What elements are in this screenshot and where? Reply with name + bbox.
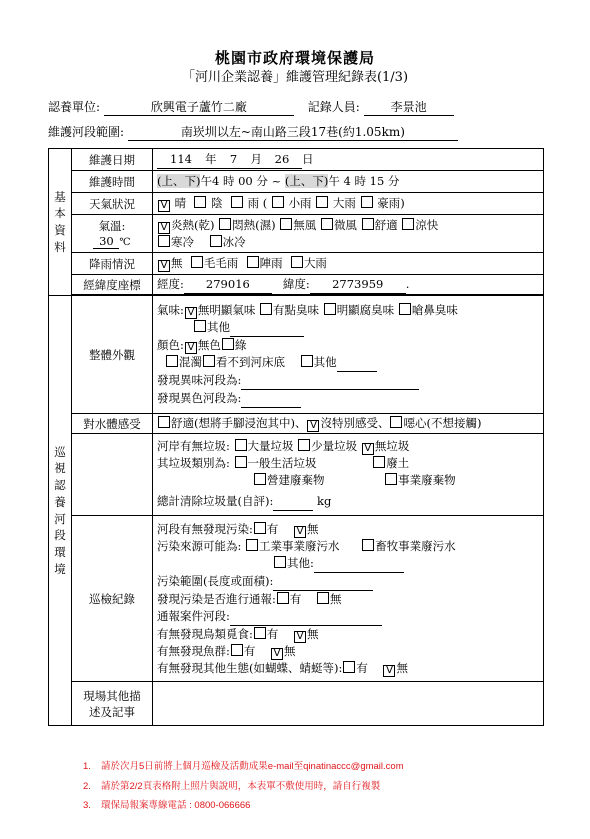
form-subtitle: 「河川企業認養」維護管理紀錄表(1/3) — [181, 70, 409, 85]
feel-comfortable: 舒適(想將手腳浸泡其中) — [171, 416, 295, 430]
color-label: 顏色: — [157, 337, 184, 352]
garbage-little-checkbox[interactable] — [298, 439, 310, 451]
pollution-range-label: 污染範圍(長度或面積): — [157, 573, 274, 588]
page-title: 桃園市政府環境保護局 — [214, 49, 375, 67]
light-rain-checkbox[interactable] — [272, 196, 284, 208]
date-day-unit: 日 — [302, 151, 314, 166]
lon-label: 經度: — [157, 276, 184, 291]
hot-dry: 炎熱(乾) — [171, 217, 215, 232]
fish-yes-checkbox[interactable] — [231, 644, 243, 656]
drizzle: 毛毛雨 — [203, 256, 239, 270]
smell-rotten: 明顯腐臭味 — [336, 302, 395, 317]
rain-field — [153, 253, 544, 275]
breeze: 微風 — [333, 217, 357, 232]
construction-waste: 營建廢棄物 — [267, 473, 325, 487]
eco-no-checkbox[interactable]: V — [383, 665, 395, 677]
soil-checkbox[interactable] — [373, 456, 385, 468]
hot-humid: 悶熱(濕) — [232, 217, 276, 232]
weather-cloudy: 陰 — [211, 196, 223, 210]
bird-label: 有無發現鳥類覓食: — [157, 626, 253, 641]
note-num: 3. — [83, 800, 91, 811]
pollution-yes-checkbox[interactable] — [254, 522, 266, 534]
range-line — [48, 123, 458, 141]
comfortable-checkbox[interactable] — [362, 218, 374, 230]
report-no: 無 — [330, 591, 342, 606]
fish-label: 有無發現魚群: — [157, 643, 230, 658]
cool-checkbox[interactable] — [402, 218, 414, 230]
smell-slight-checkbox[interactable] — [260, 303, 272, 315]
color-other: 其他 — [313, 354, 337, 369]
feel-sep-1: 、 — [294, 416, 307, 430]
garbage-little: 少量垃圾 — [311, 439, 358, 453]
industrial-waste: 事業廢棄物 — [398, 473, 456, 487]
recorder-label: 記錄人員: — [307, 100, 360, 114]
lat-value[interactable]: 2773959 — [310, 276, 406, 294]
bird-no: 無 — [307, 626, 319, 641]
smell-other-input[interactable] — [230, 319, 304, 337]
recorder-value[interactable]: 李景池 — [364, 98, 454, 116]
eco-label: 有無發現其他生態(如蝴蝶、蜻蜓等): — [157, 660, 343, 675]
eco-yes-checkbox[interactable] — [343, 661, 355, 673]
feel-disgusting-checkbox[interactable] — [390, 416, 402, 428]
pollution-label: 河段有無發現污染: — [157, 521, 253, 536]
smell-slight: 有點臭味 — [273, 302, 320, 317]
no-wind: 無風 — [293, 217, 317, 232]
adopter-line — [48, 98, 454, 116]
shower-checkbox[interactable] — [247, 256, 259, 268]
coord-label: 經緯度座標 — [72, 275, 153, 295]
smell-pungent-checkbox[interactable] — [399, 303, 411, 315]
fish-no-checkbox[interactable]: V — [271, 648, 283, 660]
domestic-waste: 一般生活垃圾 — [247, 456, 317, 470]
eco-yes: 有 — [356, 660, 368, 675]
end-ampm[interactable]: (上、下) — [284, 174, 329, 188]
construction-waste-checkbox[interactable] — [254, 473, 266, 485]
odor-section-input[interactable] — [241, 372, 419, 390]
livestock-water-checkbox[interactable] — [362, 539, 374, 551]
note-text: 環保局報案專線電話 : 0800-066666 — [101, 800, 251, 811]
feel-label: 對水體感受 — [72, 414, 153, 434]
odor-section-label: 發現異味河段為: — [157, 372, 242, 387]
note-num: 1. — [83, 761, 91, 772]
time-separator: ~ — [271, 174, 282, 188]
coord-end: . — [405, 276, 410, 291]
cool: 涼快 — [415, 217, 439, 232]
coord-field — [153, 275, 544, 295]
start-ampm[interactable]: (上、下) — [157, 174, 201, 188]
record-table — [48, 148, 544, 726]
source-other: 其他: — [287, 555, 314, 570]
industrial-water: 工業事業廢污水 — [259, 538, 340, 553]
temp-unit: ℃ — [119, 237, 131, 248]
garbage-total-input[interactable] — [273, 493, 313, 511]
report-yes-checkbox[interactable] — [277, 592, 289, 604]
source-other-input[interactable] — [314, 555, 404, 573]
drizzle-checkbox[interactable] — [191, 256, 203, 268]
note-text: 請於次月5日前將上個月巡檢及活動成果e-mail至qinatinaccc@gmail.com — [101, 761, 404, 772]
breeze-checkbox[interactable] — [321, 218, 333, 230]
rain-close: ) — [400, 196, 405, 210]
case-label: 通報案件河段: — [157, 608, 230, 623]
smell-label: 氣味: — [157, 302, 184, 317]
color-none: 無色 — [197, 337, 221, 352]
pollution-no: 無 — [307, 521, 319, 536]
feel-comfortable-checkbox[interactable] — [158, 416, 170, 428]
garbage-total-unit: kg — [317, 494, 332, 508]
weather-label: 天氣狀況 — [72, 193, 153, 215]
hot-dry-checkbox[interactable]: V — [158, 222, 170, 234]
start-time[interactable]: 午4 時 00 分 — [200, 174, 268, 188]
note-item — [83, 796, 404, 816]
smell-rotten-checkbox[interactable] — [324, 303, 336, 315]
temp-cell — [72, 215, 153, 253]
feel-sep-2: 、 — [377, 416, 390, 430]
torrential-rain: 豪雨 — [377, 196, 401, 210]
garbage-has-label: 河岸有無垃圾: — [157, 439, 230, 453]
color-green-checkbox[interactable] — [222, 338, 234, 350]
livestock-water: 畜牧事業廢污水 — [375, 538, 456, 553]
weather-sunny-checkbox[interactable]: V — [158, 200, 170, 212]
hot-humid-checkbox[interactable] — [219, 218, 231, 230]
weather-cloudy-checkbox[interactable] — [194, 196, 206, 208]
weather-rain: 雨 — [247, 196, 260, 210]
date-field[interactable] — [153, 149, 544, 171]
color-other-checkbox[interactable] — [301, 355, 313, 367]
pollution-yes: 有 — [266, 521, 279, 536]
torrential-rain-checkbox[interactable] — [361, 196, 373, 208]
weather-field — [153, 193, 544, 215]
color-section-input[interactable] — [241, 390, 301, 408]
range-label: 維護河段範圍: — [48, 125, 125, 139]
garbage-none-checkbox[interactable]: V — [362, 443, 374, 455]
garbage-total-label: 總計清除垃圾量(自評): — [157, 494, 274, 508]
note-item — [83, 777, 404, 797]
range-value[interactable]: 南崁圳以左~南山路三段17巷(約1.05km) — [128, 123, 458, 141]
pollution-no-checkbox[interactable]: V — [294, 526, 306, 538]
rain-none-checkbox[interactable]: V — [158, 260, 170, 272]
fish-yes: 有 — [243, 643, 256, 658]
smell-pungent: 嗆鼻臭味 — [411, 302, 458, 317]
garbage-much-checkbox[interactable] — [235, 439, 247, 451]
inspect-label: 巡檢紀錄 — [72, 516, 153, 682]
heavy-rain-checkbox[interactable] — [316, 196, 328, 208]
weather-sunny: 晴 — [174, 196, 187, 210]
comfortable: 舒適 — [374, 217, 398, 232]
downpour-checkbox[interactable] — [291, 256, 303, 268]
date-month[interactable]: 7 — [217, 151, 251, 169]
rain-none: 無 — [171, 256, 183, 270]
overall-label: 整體外觀 — [72, 296, 153, 414]
feel-field — [153, 414, 544, 434]
pollution-range-input[interactable] — [273, 573, 373, 591]
smell-none: 無明顯氣味 — [197, 302, 256, 317]
overall-field — [153, 296, 544, 414]
feel-disgusting: 噁心(不想接觸) — [403, 416, 482, 430]
end-time[interactable]: 午 4 時 15 分 — [328, 174, 400, 188]
time-field[interactable] — [153, 171, 544, 193]
cold-checkbox[interactable] — [158, 235, 170, 247]
remarks-label-1: 現場其他描 — [83, 688, 141, 703]
garbage-much: 大量垃圾 — [247, 439, 294, 453]
turbid-checkbox[interactable] — [166, 355, 178, 367]
no-riverbed: 看不到河床底 — [216, 354, 285, 369]
eco-no: 無 — [396, 660, 408, 675]
lat-label: 緯度: — [282, 276, 310, 291]
date-year[interactable]: 114 — [157, 151, 205, 169]
garbage-type-label: 其垃圾類別為: — [157, 456, 230, 470]
date-year-unit: 年 — [205, 151, 217, 169]
cold: 寒冷 — [171, 234, 194, 249]
smell-other: 其他 — [207, 319, 230, 334]
remarks-label-2: 述及記事 — [89, 704, 135, 719]
lon-value[interactable]: 279016 — [184, 276, 272, 294]
section-basic: 基本資料 — [49, 149, 72, 296]
garbage-field — [153, 434, 544, 516]
case-input[interactable] — [230, 608, 382, 626]
rain-label: 降雨情況 — [72, 253, 153, 275]
color-green: 綠 — [234, 337, 247, 352]
industrial-water-checkbox[interactable] — [246, 539, 258, 551]
report-label: 發現污染是否進行通報: — [157, 591, 276, 606]
note-num: 2. — [83, 780, 91, 792]
adopter-value[interactable]: 欣興電子蘆竹二廠 — [104, 98, 294, 116]
industrial-waste-checkbox[interactable] — [385, 473, 397, 485]
note-item — [83, 757, 404, 777]
bird-yes: 有 — [266, 626, 279, 641]
report-no-checkbox[interactable] — [317, 592, 329, 604]
feel-nothing: 沒特別感受 — [320, 416, 378, 430]
temp-options — [153, 215, 544, 253]
garbage-label-cell — [72, 434, 153, 516]
color-none-checkbox[interactable]: V — [185, 342, 197, 354]
source-other-checkbox[interactable] — [274, 556, 286, 568]
domestic-waste-checkbox[interactable] — [235, 456, 247, 468]
smell-none-checkbox[interactable]: V — [185, 307, 197, 319]
note-text: 請於第2/2頁表格附上照片與說明，本表單不敷使用時，請自行複製 — [101, 780, 381, 792]
no-wind-checkbox[interactable] — [280, 218, 292, 230]
bird-no-checkbox[interactable]: V — [294, 631, 306, 643]
color-other-input[interactable] — [337, 354, 377, 372]
fish-no: 無 — [284, 643, 296, 658]
weather-rain-checkbox[interactable] — [231, 196, 243, 208]
rain-open: ( — [262, 196, 268, 210]
bird-yes-checkbox[interactable] — [254, 627, 266, 639]
soil: 廢土 — [386, 456, 410, 470]
smell-other-checkbox[interactable] — [194, 320, 206, 332]
temp-value[interactable]: 30 — [93, 234, 119, 249]
remarks-label-cell — [72, 682, 153, 726]
remarks-input[interactable] — [153, 682, 544, 726]
adopter-label: 認養單位: — [48, 100, 101, 114]
heavy-rain: 大雨 — [332, 196, 356, 210]
freezing: 冰冷 — [222, 234, 246, 249]
shower: 陣雨 — [259, 256, 283, 270]
source-label: 污染來源可能為: — [157, 538, 242, 553]
freezing-checkbox[interactable] — [210, 235, 222, 247]
turbid: 混濁 — [179, 354, 202, 369]
inspect-field — [153, 516, 544, 682]
report-yes: 有 — [289, 591, 302, 606]
notes-list — [83, 757, 404, 816]
light-rain: 小雨 — [288, 196, 312, 210]
feel-nothing-checkbox[interactable]: V — [307, 420, 319, 432]
color-section-label: 發現異色河段為: — [157, 390, 242, 405]
downpour: 大雨 — [303, 256, 327, 270]
section-patrol: 巡視認養河段環境 — [49, 296, 72, 726]
time-label: 維護時間 — [72, 171, 153, 193]
date-label: 維護日期 — [72, 149, 153, 171]
no-riverbed-checkbox[interactable] — [203, 355, 215, 367]
garbage-none: 無垃圾 — [374, 439, 410, 453]
date-day[interactable]: 26 — [262, 151, 302, 169]
temp-label: 氣溫: — [98, 219, 126, 233]
date-month-unit: 月 — [251, 151, 263, 169]
